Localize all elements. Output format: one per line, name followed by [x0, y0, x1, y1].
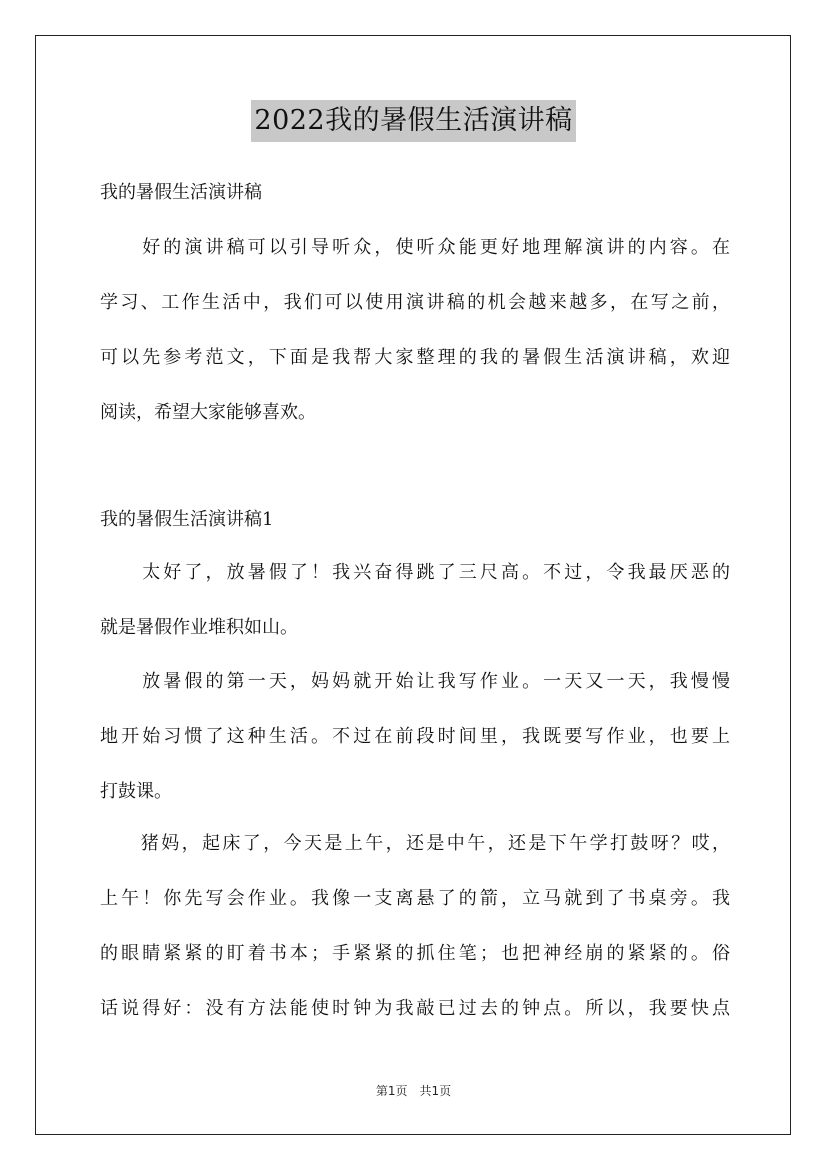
paragraph-line: 就是暑假作业堆积如山。	[100, 617, 298, 638]
paragraph-line: 太好了，放暑假了！我兴奋得跳了三尺高。不过，令我最厌恶的	[100, 562, 730, 583]
paragraph-3	[100, 829, 730, 1049]
paragraph-line: 地开始习惯了这种生活。不过在前段时间里，我既要写作业，也要上	[100, 726, 730, 747]
paragraph-line: 打鼓课。	[100, 781, 172, 802]
paragraph-line: 话说得好：没有方法能使时钟为我敲已过去的钟点。所以，我要快点	[100, 998, 730, 1019]
intro-paragraph	[100, 233, 730, 453]
paragraph-line: 学习、工作生活中，我们可以使用演讲稿的机会越来越多，在写之前，	[100, 292, 730, 313]
paragraph-line: 的眼睛紧紧的盯着书本；手紧紧的抓住笔；也把神经崩的紧紧的。俗	[100, 943, 730, 964]
paragraph-1	[100, 558, 730, 668]
paragraph-line: 好的演讲稿可以引导听众，使听众能更好地理解演讲的内容。在	[100, 237, 730, 258]
page-number: 第1页 共1页	[375, 1084, 452, 1098]
paragraph-2	[100, 667, 730, 832]
paragraph-line: 放暑假的第一天，妈妈就开始让我写作业。一天又一天，我慢慢	[100, 671, 730, 692]
speech-heading: 我的暑假生活演讲稿1	[100, 509, 274, 530]
paragraph-line: 阅读，希望大家能够喜欢。	[100, 402, 316, 423]
document-title: 2022我的暑假生活演讲稿	[251, 100, 575, 142]
section-heading: 我的暑假生活演讲稿	[100, 182, 262, 203]
paragraph-line: 可以先参考范文，下面是我帮大家整理的我的暑假生活演讲稿，欢迎	[100, 347, 730, 368]
paragraph-line: 猪妈，起床了，今天是上午，还是中午，还是下午学打鼓呀？哎，	[100, 833, 730, 854]
paragraph-line: 上午！你先写会作业。我像一支离悬了的箭，立马就到了书桌旁。我	[100, 888, 730, 909]
title-container	[0, 100, 827, 142]
